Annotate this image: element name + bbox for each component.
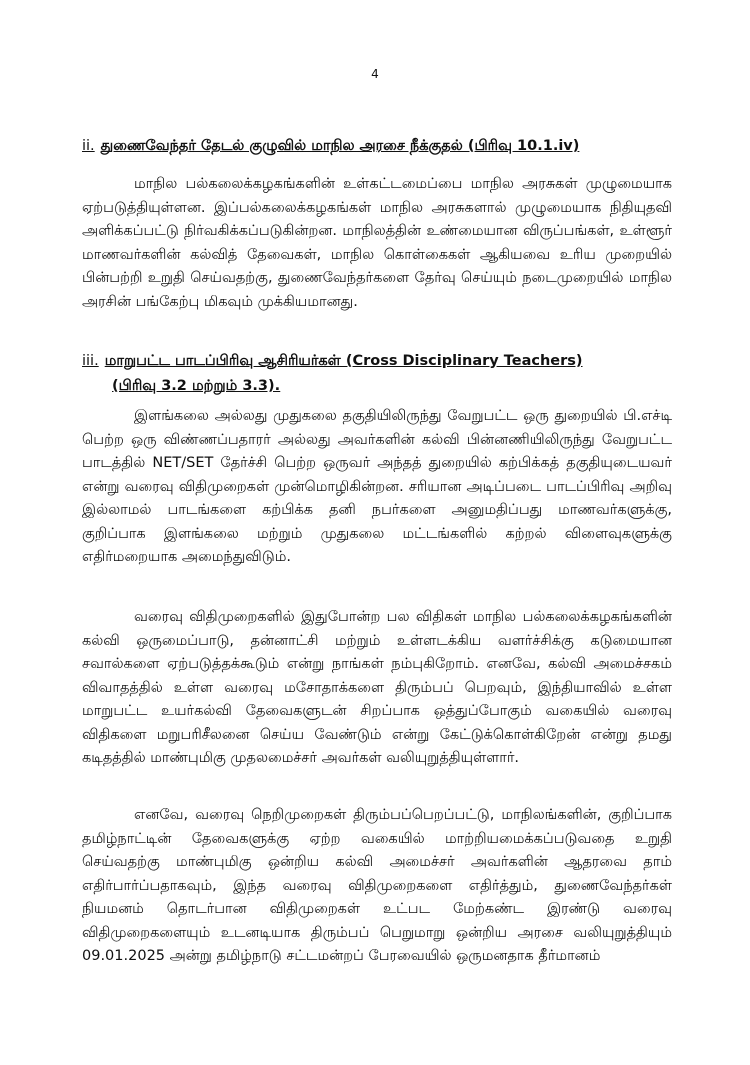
section-iii-paragraph-3: எனவே, வரைவு நெறிமுறைகள் திரும்பப்பெறப்பட்டு, மாநிலங்களின், குறிப்பாக தமிழ்நாட்டின் தேவைகளுக்கு ஏற்ற வகையில் மாற்றியமைக்கப்படுவதை உறுதி செய்வதற்கு மாண்புமிகு ஒன்றிய கல்வி அமைச்சர் அவர்களின் ஆதரவை தாம் எதிர்பார்ப்பதாகவும், இந்த வரைவு விதிமுறைகளை எதிர்த்தும், துணைவேந்தர்கள் நியமனம் தொடர்பான விதிமுறைகள் உட்பட மேற்கண்ட இரண்டு வரைவு விதிமுறைகளையும் உடனடியாக திரும்பப் பெறுமாறு ஒன்றிய அரசை வலியுறுத்தியும் 09.01.2025 அன்று தமிழ்நாடு சட்டமன்றப் பேரவையில் ஒருமனதாக தீர்மானம் <box>82 807 672 964</box>
section-iii-title-line2: (பிரிவு 3.2 மற்றும் 3.3). <box>112 378 281 394</box>
section-ii-title: துணைவேந்தர் தேடல் குழுவில் மாநில அரசை நீக்குதல் (பிரிவு 10.1.iv) <box>100 138 580 154</box>
section-ii-number: ii. <box>82 138 95 154</box>
page-number: 4 <box>371 67 379 81</box>
section-ii-paragraph: மாநில பல்கலைக்கழகங்களின் உள்கட்டமைப்பை மாநில அரசுகள் முழுமையாக ஏற்படுத்தியுள்ளன. இப்பல்கலைக்கழகங்கள் மாநில அரசுகளால் முழுமையாக நிதியுதவி அளிக்கப்பட்டு நிர்வகிக்கப்படுகின்றன. மாநிலத்தின் உண்மையான விருப்பங்கள், உள்ளூர் மாணவர்களின் கல்வித் தேவைகள், மாநில கொள்கைகள் ஆகியவை உரிய முறையில் பின்பற்றி உறுதி செய்வதற்கு, துணைவேந்தர்களை தேர்வு செய்யும் நடைமுறையில் மாநில அரசின் பங்கேற்பு மிகவும் முக்கியமானது. <box>82 176 672 310</box>
section-iii-number: iii. <box>82 353 99 369</box>
section-ii-heading <box>82 134 672 159</box>
section-iii-title-line1: மாறுபட்ட பாடப்பிரிவு ஆசிரியர்கள் (Cross Disciplinary Teachers) <box>104 353 583 369</box>
section-iii-paragraph-2: வரைவு விதிமுறைகளில் இதுபோன்ற பல விதிகள் மாநில பல்கலைக்கழகங்களின் கல்வி ஒருமைப்பாடு, தன்னாட்சி மற்றும் உள்ளடக்கிய வளர்ச்சிக்கு கடுமையான சவால்களை ஏற்படுத்தக்கூடும் என்று நாங்கள் நம்புகிறோம். எனவே, கல்வி அமைச்சகம் விவாதத்தில் உள்ள வரைவு மசோதாக்களை திரும்பப் பெறவும், இந்தியாவில் உள்ள மாறுபட்ட உயர்கல்வி தேவைகளுடன் சிறப்பாக ஒத்துப்போகும் வகையில் வரைவு விதிகளை மறுபரிசீலனை செய்ய வேண்டும் என்று கேட்டுக்கொள்கிறேன் என்று தமது கடிதத்தில் மாண்புமிகு முதலமைச்சர் அவர்கள் வலியுறுத்தியுள்ளார். <box>82 609 672 766</box>
section-iii-heading <box>82 349 672 399</box>
section-iii-paragraph-1: இளங்கலை அல்லது முதுகலை தகுதியிலிருந்து வேறுபட்ட ஒரு துறையில் பி.எச்டி பெற்ற ஒரு விண்ணப்பதாரர் அல்லது அவர்களின் கல்வி பின்னணியிலிருந்து வேறுபட்ட பாடத்தில் NET/SET தேர்ச்சி பெற்ற ஒருவர் அந்தத் துறையில் கற்பிக்கத் தகுதியுடையவர் என்று வரைவு விதிமுறைகள் முன்மொழிகின்றன. சரியான அடிப்படை பாடப்பிரிவு அறிவு இல்லாமல் பாடங்களை கற்பிக்க தனி நபர்களை அனுமதிப்பது மாணவர்களுக்கு, குறிப்பாக இளங்கலை மற்றும் முதுகலை மட்டங்களில் கற்றல் விளைவுகளுக்கு எதிர்மறையாக அமைந்துவிடும். <box>82 408 672 565</box>
